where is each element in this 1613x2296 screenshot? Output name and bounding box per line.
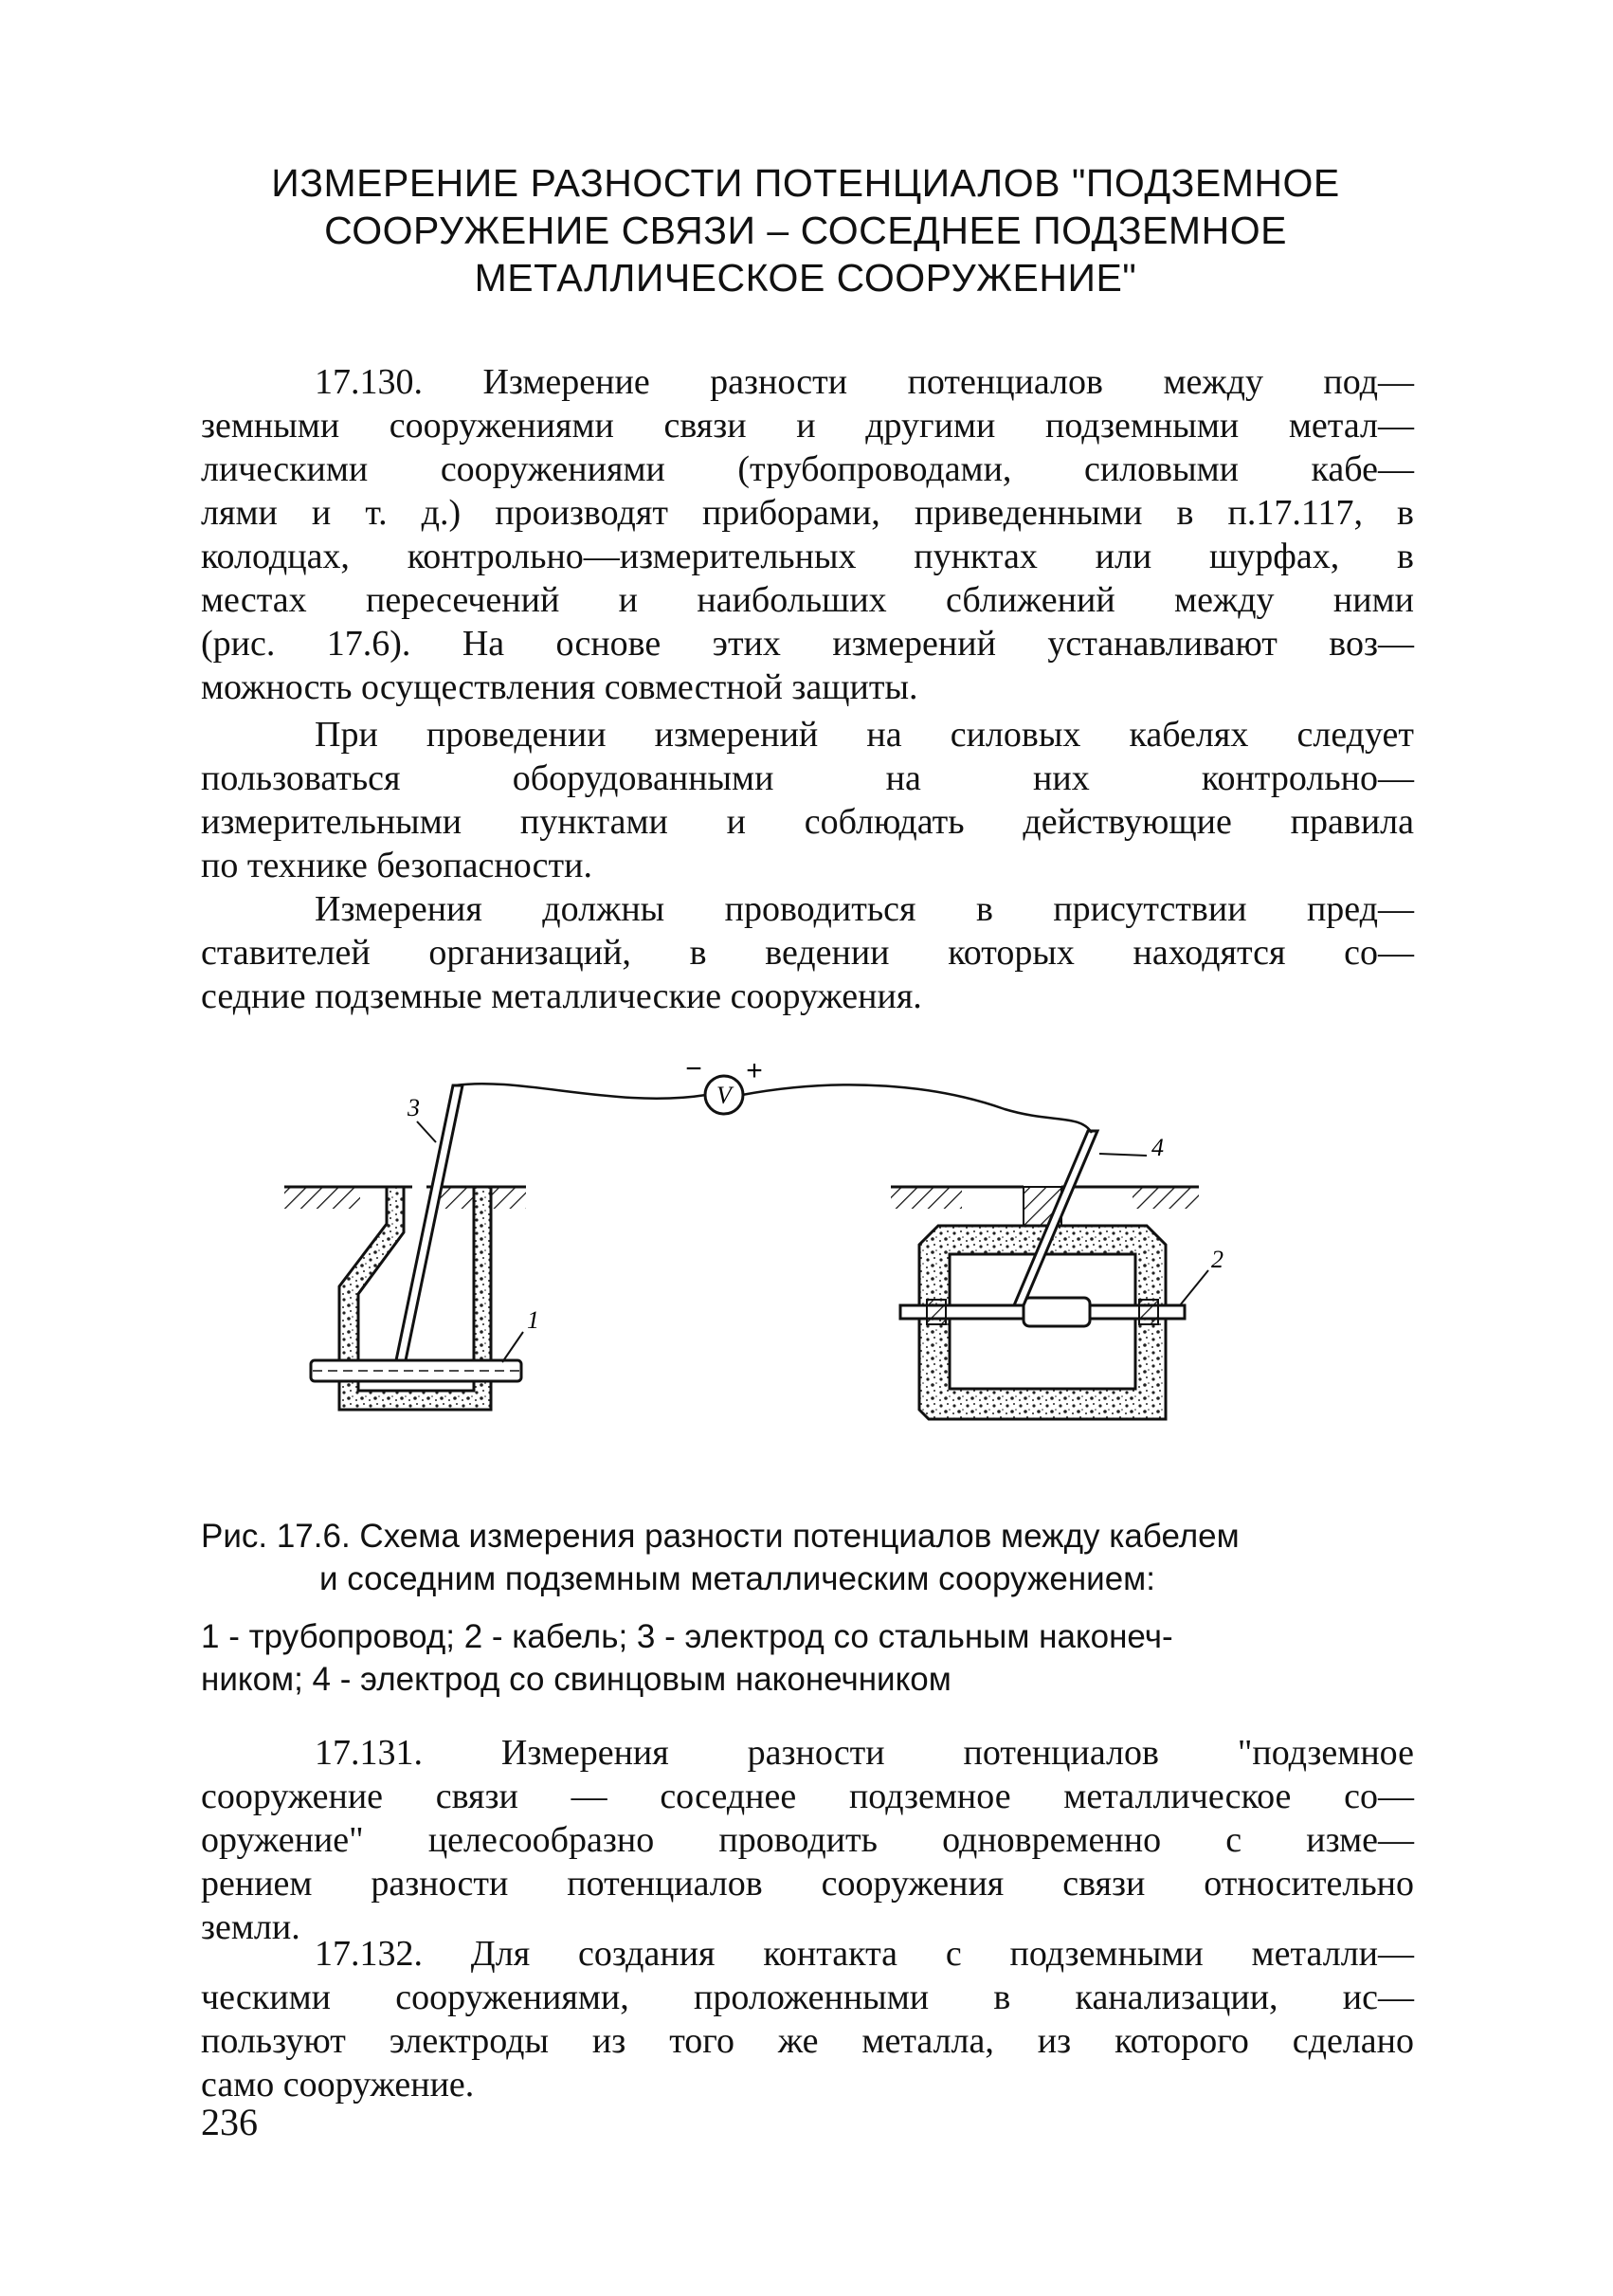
text-line: земными сооружениями связи и другими подземными метал— bbox=[201, 406, 1414, 446]
text-line: можность осуществления совместной защиты. bbox=[201, 667, 918, 707]
text-line: местах пересечений и наибольших сближений между ними bbox=[201, 580, 1414, 620]
text-line: оружение" целесообразно проводить одновременно с изме— bbox=[201, 1820, 1414, 1860]
text-line: седние подземные металлические сооружения. bbox=[201, 976, 922, 1016]
paragraph-17-130 bbox=[201, 360, 1414, 709]
paragraph-representatives bbox=[201, 887, 1414, 1018]
text-line: 17.130. Измерение разности потенциалов между под— bbox=[315, 362, 1414, 402]
text-line: лями и т. д.) производят приборами, приведенными в п.17.117, в bbox=[201, 493, 1414, 533]
text-line: пользоваться оборудованными на них контрольно— bbox=[201, 758, 1414, 798]
ground-hatch bbox=[1133, 1188, 1199, 1209]
label-3: 3 bbox=[408, 1094, 420, 1121]
measurement-diagram bbox=[275, 1057, 1346, 1503]
text-line: (рис. 17.6). На основе этих измерений устанавливают воз— bbox=[201, 624, 1414, 664]
caption-title-line: и соседним подземным металлическим сооружением: bbox=[319, 1560, 1155, 1597]
wire-to-meter-minus bbox=[455, 1084, 706, 1099]
label-1: 1 bbox=[527, 1306, 539, 1334]
steel-electrode bbox=[396, 1085, 462, 1360]
caption-legend-line: ником; 4 - электрод со свинцовым наконечником bbox=[201, 1661, 951, 1698]
section-heading bbox=[246, 159, 1365, 301]
right-well bbox=[891, 1131, 1208, 1419]
wire-to-meter-plus bbox=[742, 1084, 1092, 1133]
plus-terminal: + bbox=[746, 1057, 763, 1086]
label-2: 2 bbox=[1211, 1246, 1223, 1273]
cable-bushing bbox=[927, 1300, 946, 1324]
text-line: 17.131. Измерения разности потенциалов "подземное bbox=[315, 1733, 1414, 1773]
caption-legend-line: 1 - трубопровод; 2 - кабель; 3 - электрод со стальным наконеч- bbox=[201, 1618, 1173, 1655]
text-line: земли. bbox=[201, 1907, 300, 1947]
text-line: ставителей организаций, в ведении которых находятся со— bbox=[201, 933, 1414, 973]
heading-line: СООРУЖЕНИЕ СВЯЗИ – СОСЕДНЕЕ ПОДЗЕМНОЕ bbox=[324, 209, 1287, 252]
cable-bushing bbox=[1139, 1300, 1158, 1324]
text-line: само сооружение. bbox=[201, 2065, 475, 2105]
ground-hatch bbox=[891, 1188, 962, 1209]
leader-line-4 bbox=[1099, 1154, 1147, 1156]
minus-terminal: − bbox=[685, 1057, 702, 1084]
voltmeter-symbol: V bbox=[716, 1082, 732, 1109]
left-well bbox=[284, 1085, 526, 1410]
text-line: измерительными пунктами и соблюдать действующие правила bbox=[201, 802, 1414, 842]
caption-title-line: Рис. 17.6. Схема измерения разности потенциалов между кабелем bbox=[201, 1518, 1240, 1555]
heading-line: МЕТАЛЛИЧЕСКОЕ СООРУЖЕНИЕ" bbox=[474, 256, 1137, 300]
paragraph-power-cables bbox=[201, 713, 1414, 887]
leader-line-2 bbox=[1180, 1270, 1208, 1305]
cable-joint bbox=[1024, 1298, 1090, 1326]
text-line: 17.132. Для создания контакта с подземными металли— bbox=[315, 1934, 1414, 1974]
figure-caption bbox=[201, 1515, 1414, 1701]
leader-line-3 bbox=[417, 1121, 436, 1142]
leader-line-1 bbox=[502, 1332, 523, 1362]
label-4: 4 bbox=[1151, 1134, 1164, 1161]
paragraph-17-132 bbox=[201, 1932, 1414, 2106]
text-line: колодцах, контрольно—измерительных пунктах или шурфах, в bbox=[201, 537, 1414, 576]
text-line: Измерения должны проводиться в присутствии пред— bbox=[315, 889, 1414, 929]
text-line: лическими сооружениями (трубопроводами, силовыми кабе— bbox=[201, 449, 1414, 489]
pipeline bbox=[311, 1360, 521, 1381]
paragraph-17-131 bbox=[201, 1731, 1414, 1949]
heading-line: ИЗМЕРЕНИЕ РАЗНОСТИ ПОТЕНЦИАЛОВ "ПОДЗЕМНОЕ bbox=[271, 161, 1340, 205]
ground-hatch bbox=[284, 1188, 360, 1209]
text-line: сооружение связи — соседнее подземное металлическое со— bbox=[201, 1777, 1414, 1816]
text-line: пользуют электроды из того же металла, из которого сделано bbox=[201, 2021, 1414, 2061]
text-line: по технике безопасности. bbox=[201, 846, 592, 885]
text-line: При проведении измерений на силовых кабелях следует bbox=[315, 715, 1414, 755]
text-line: ческими сооружениями, проложенными в канализации, ис— bbox=[201, 1977, 1414, 2017]
text-line: рением разности потенциалов сооружения связи относительно bbox=[201, 1864, 1414, 1904]
page-number: 236 bbox=[201, 2101, 258, 2143]
